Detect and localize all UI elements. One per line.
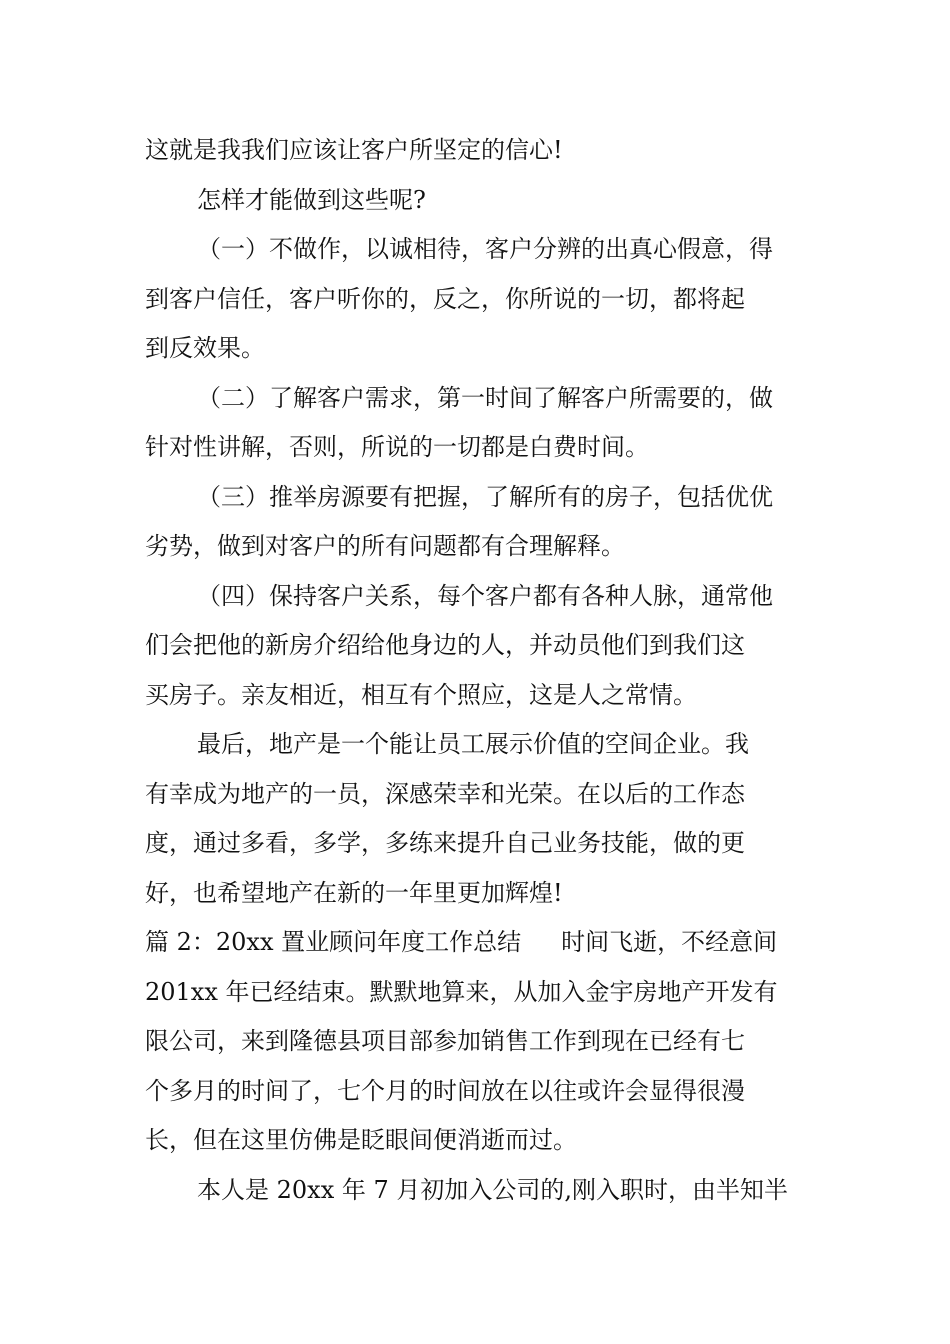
- text-line: 最后，地产是一个能让员工展示价值的空间企业。我: [197, 730, 749, 758]
- text-line: （三）推举房源要有把握，了解所有的房子，包括优优: [197, 482, 773, 511]
- text-line: 买房子。亲友相近，相互有个照应，这是人之常情。: [145, 680, 697, 709]
- text-line: 有幸成为地产的一员，深感荣幸和光荣。在以后的工作态: [145, 779, 745, 808]
- text-line: （二）了解客户需求，第一时间了解客户所需要的，做: [197, 383, 773, 412]
- text-line: 限公司，来到隆德县项目部参加销售工作到现在已经有七: [145, 1027, 745, 1055]
- text-line: 们会把他的新房介绍给他身边的人，并动员他们到我们这: [145, 631, 745, 659]
- text-line: 针对性讲解，否则，所说的一切都是白费时间。: [145, 433, 649, 461]
- text-line: 时间飞逝，不经意间: [561, 928, 778, 956]
- text-line: 劣势，做到对客户的所有问题都有合理解释。: [145, 532, 625, 560]
- text-line: 这就是我我们应该让客户所坚定的信心!: [145, 136, 563, 164]
- text-line: （四）保持客户关系，每个客户都有各种人脉，通常他: [197, 581, 773, 610]
- text-line: 到反效果。: [145, 334, 265, 362]
- text-line: 201xx 年已经结束。默默地算来，从加入金宇房地产开发有: [145, 977, 778, 1006]
- text-line: 长，但在这里仿佛是眨眼间便消逝而过。: [145, 1126, 577, 1154]
- text-line: 好，也希望地产在新的一年里更加辉煌!: [145, 878, 563, 907]
- text-line: 本人是 20xx 年 7 月初加入公司的,刚入职时，由半知半: [197, 1175, 789, 1204]
- section-heading-line: [145, 918, 807, 968]
- text-line: 怎样才能做到这些呢?: [197, 185, 426, 214]
- text-line: 到客户信任，客户听你的，反之，你所说的一切，都将起: [145, 284, 745, 313]
- document-body: [145, 126, 807, 1215]
- text-line: （一）不做作，以诚相待，客户分辨的出真心假意，得: [197, 235, 773, 263]
- section-heading: 篇 2：20xx 置业顾问年度工作总结: [145, 928, 522, 956]
- text-line: 个多月的时间了，七个月的时间放在以往或许会显得很漫: [145, 1076, 745, 1105]
- text-line: 度，通过多看，多学，多练来提升自己业务技能，做的更: [145, 829, 745, 857]
